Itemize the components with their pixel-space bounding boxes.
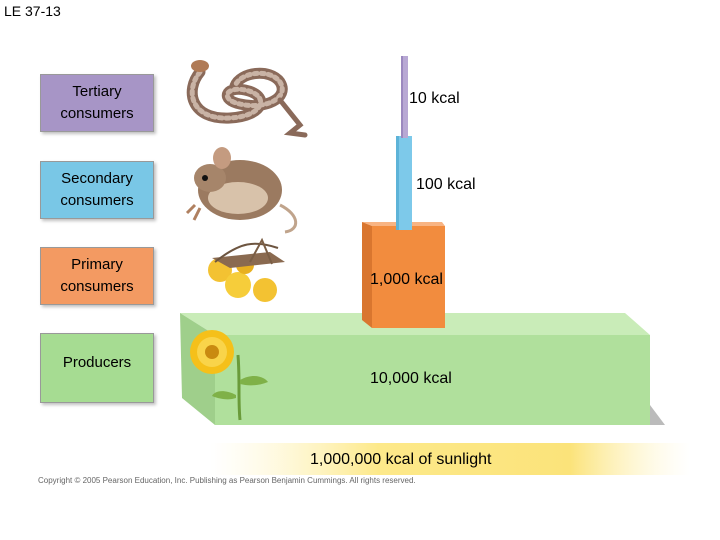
copyright-notice: Copyright © 2005 Pearson Education, Inc. Publishing as Pearson Benjamin Cummings. All rights reserved. bbox=[38, 476, 416, 485]
slide-label: LE 37-13 bbox=[4, 3, 61, 19]
sunlight-label: 1,000,000 kcal of sunlight bbox=[310, 451, 492, 468]
producers-slab bbox=[180, 313, 665, 425]
tertiary-consumers-block bbox=[401, 56, 408, 138]
level-label-producers: Producers bbox=[40, 333, 154, 403]
energy-label-producers: 10,000 kcal bbox=[370, 370, 452, 387]
energy-label-secondary: 100 kcal bbox=[416, 176, 476, 193]
grasshopper-icon bbox=[208, 240, 285, 302]
level-label-secondary: Secondary consumers bbox=[40, 161, 154, 219]
energy-label-primary: 1,000 kcal bbox=[370, 271, 443, 288]
level-label-primary: Primary consumers bbox=[40, 247, 154, 305]
level-label-tertiary: Tertiary consumers bbox=[40, 74, 154, 132]
energy-label-tertiary: 10 kcal bbox=[409, 90, 460, 107]
secondary-consumers-block bbox=[396, 136, 412, 230]
mouse-icon bbox=[187, 147, 296, 232]
snake-icon bbox=[191, 60, 305, 135]
